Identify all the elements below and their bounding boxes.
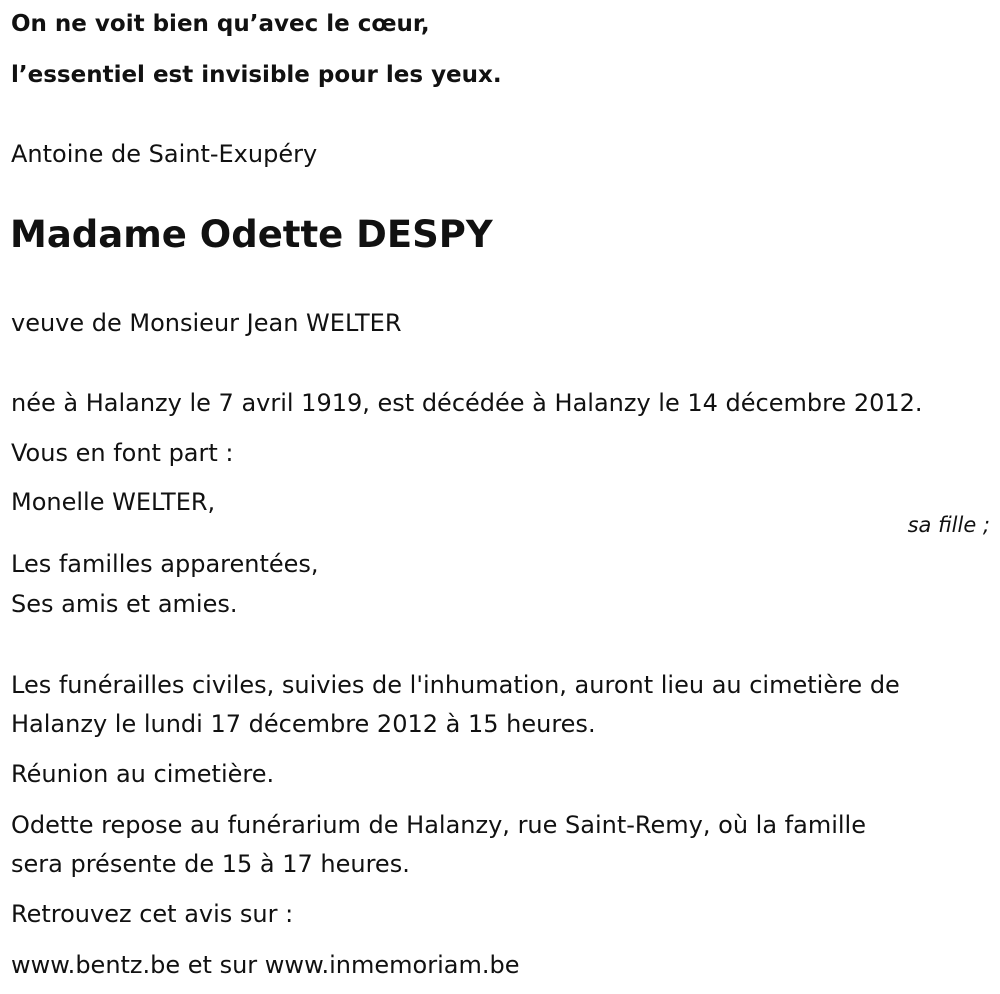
spouse-line: veuve de Monsieur Jean WELTER — [11, 309, 402, 337]
friends-line: Ses amis et amies. — [11, 590, 238, 618]
birth-death-dates: née à Halanzy le 7 avril 1919, est décédée à Halanzy le 14 décembre 2012. — [11, 389, 923, 417]
families-line: Les familles apparentées, — [11, 550, 319, 578]
quote-line-1: On ne voit bien qu’avec le cœur, — [11, 11, 430, 37]
repose-line-1: Odette repose au funérarium de Halanzy, rue Saint-Remy, où la famille — [11, 811, 866, 839]
repose-line-2: sera présente de 15 à 17 heures. — [11, 850, 410, 878]
meeting-line: Réunion au cimetière. — [11, 760, 275, 788]
funeral-line-1: Les funérailles civiles, suivies de l'inhumation, auront lieu au cimetière de — [11, 671, 900, 699]
online-notice-intro: Retrouvez cet avis sur : — [11, 900, 294, 928]
deceased-name: Madame Odette DESPY — [10, 213, 493, 256]
quote-author: Antoine de Saint-Exupéry — [11, 140, 318, 168]
relative-name: Monelle WELTER, — [11, 488, 216, 516]
relative-role: sa fille ; — [907, 513, 990, 537]
announcement-intro: Vous en font part : — [11, 439, 234, 467]
websites-line: www.bentz.be et sur www.inmemoriam.be — [11, 951, 520, 979]
quote-line-2: l’essentiel est invisible pour les yeux. — [11, 62, 502, 88]
funeral-line-2: Halanzy le lundi 17 décembre 2012 à 15 heures. — [11, 710, 596, 738]
